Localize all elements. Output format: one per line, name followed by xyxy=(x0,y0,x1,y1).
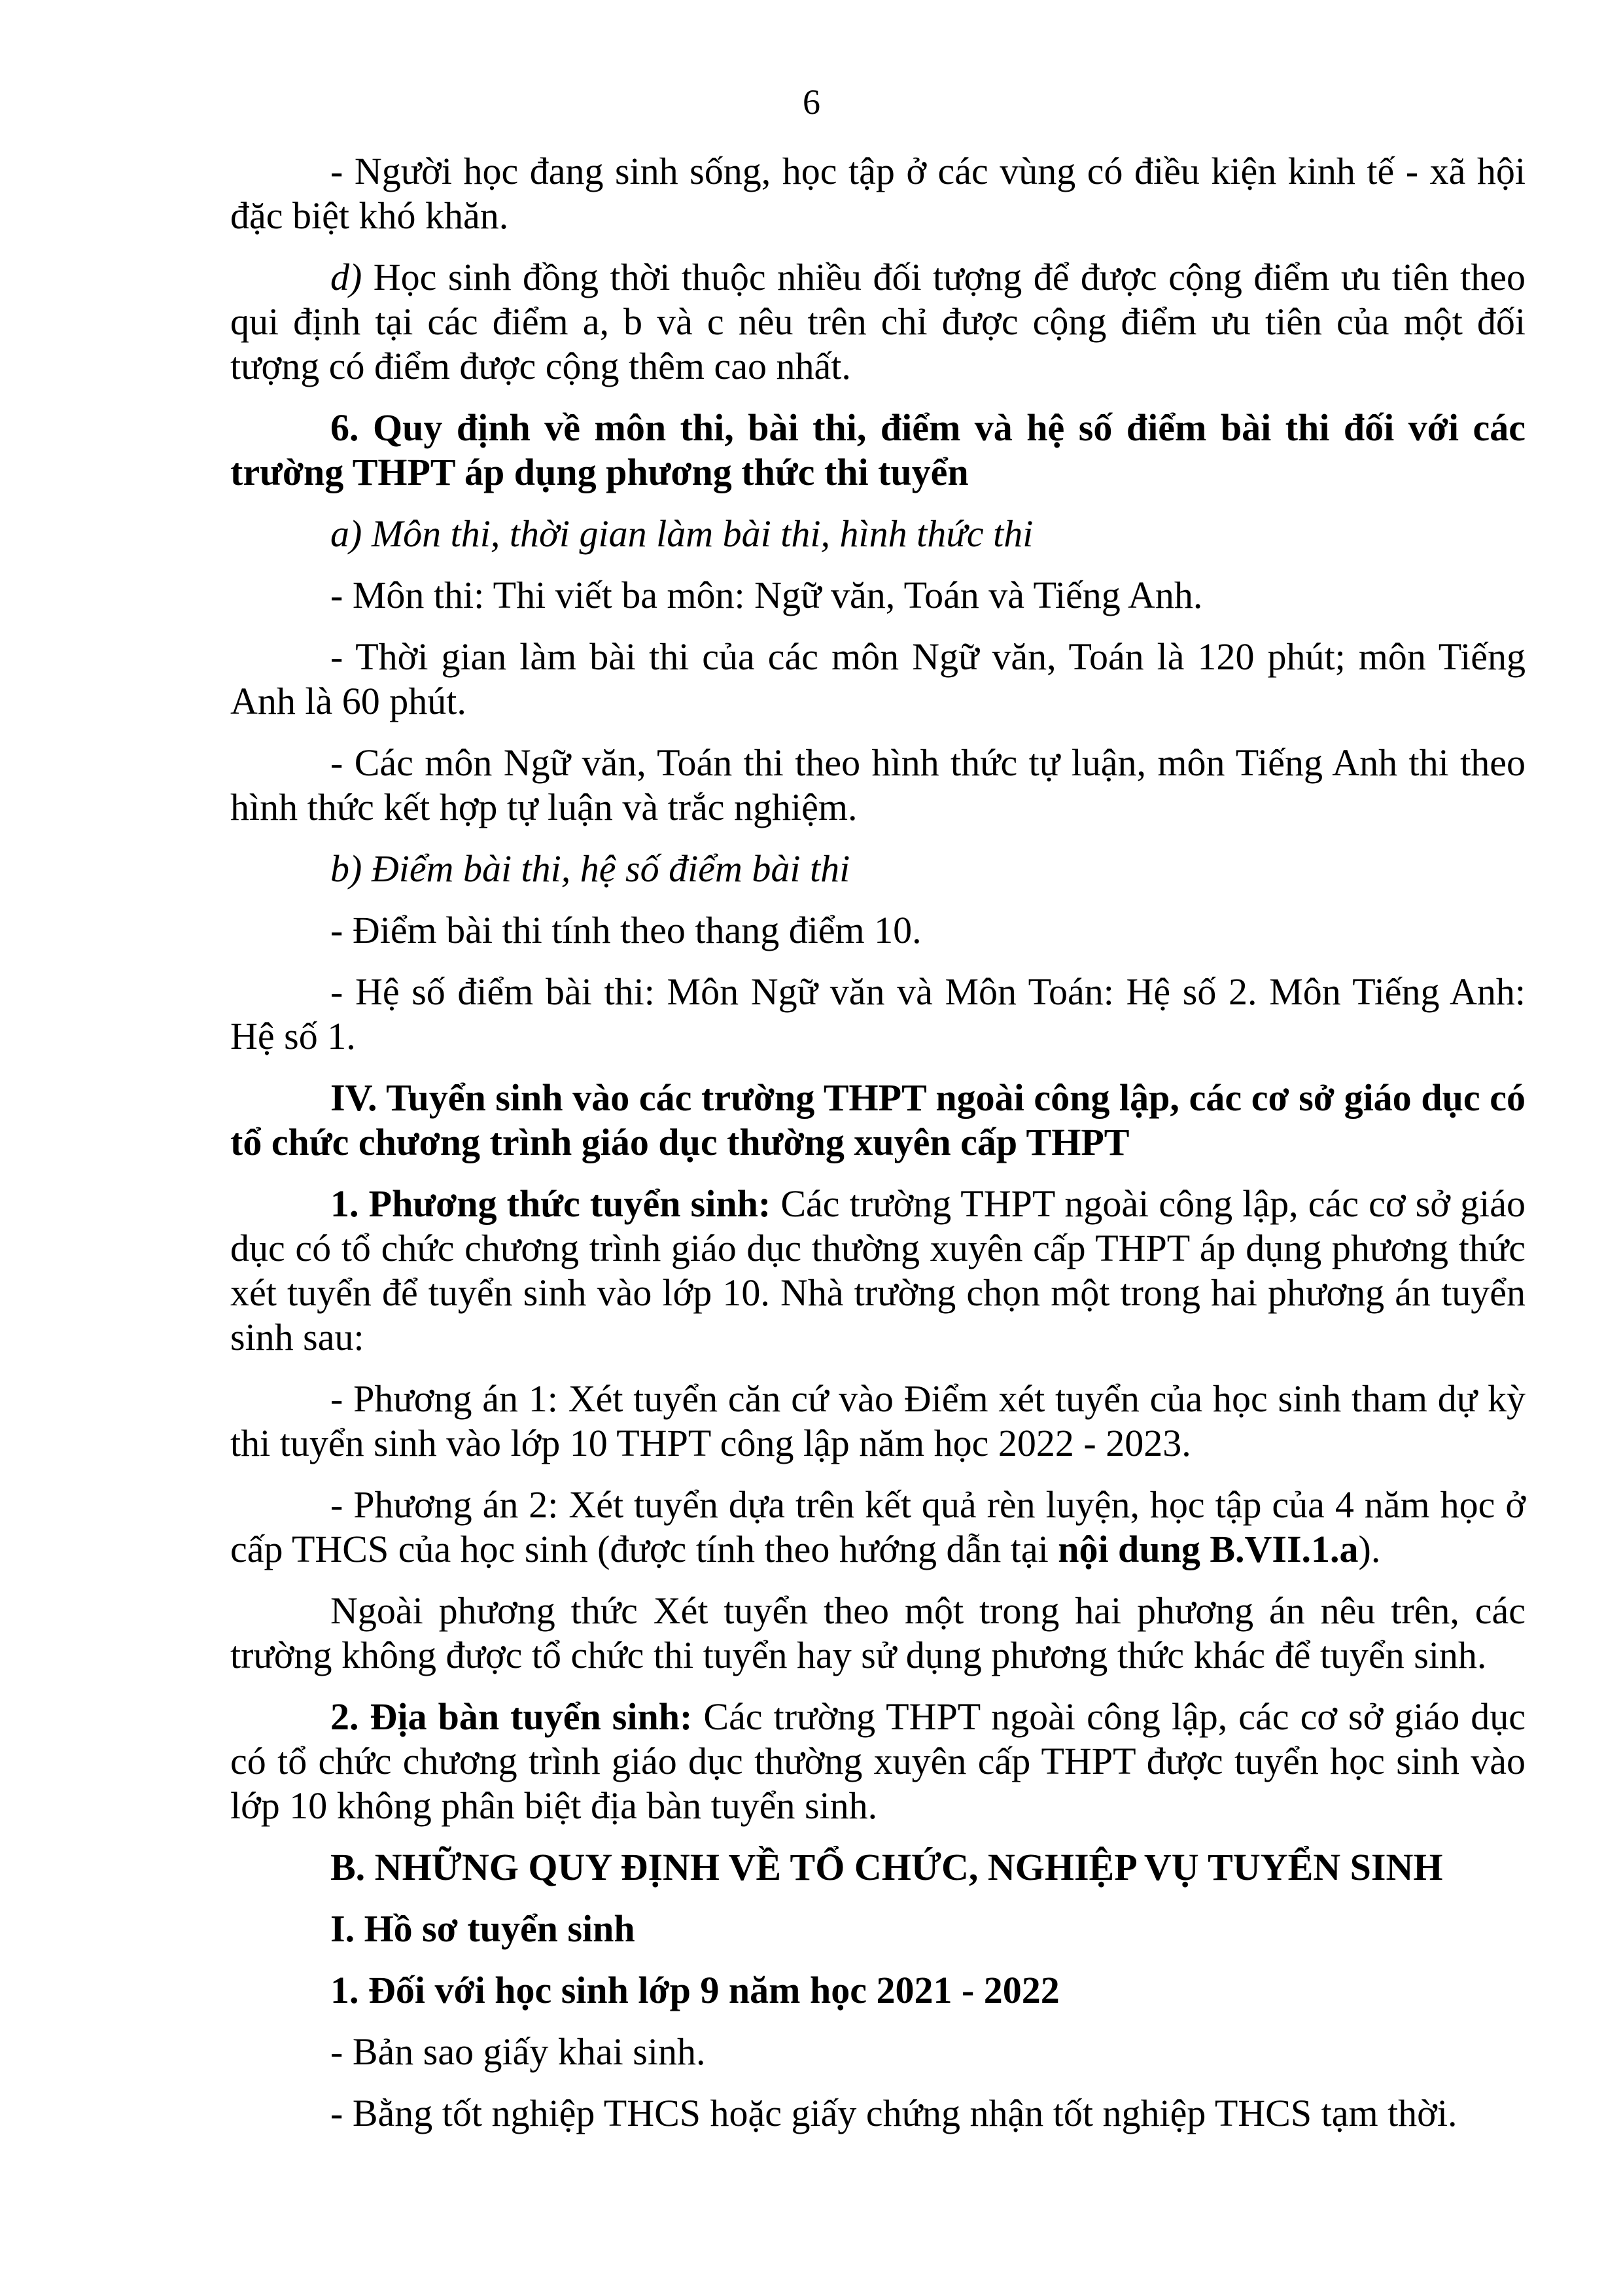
section-heading: 6. Quy định về môn thi, bài thi, điểm và hệ số điểm bài thi đối với các trường THPT áp dụng phương thức thi tuyển xyxy=(230,406,1526,493)
paragraph: - Bản sao giấy khai sinh. xyxy=(330,2030,706,2073)
subsection-heading: 1. Đối với học sinh lớp 9 năm học 2021 - 2022 xyxy=(330,1969,1060,2011)
subsection-heading: b) Điểm bài thi, hệ số điểm bài thi xyxy=(330,847,850,890)
inline-heading: 2. Địa bàn tuyển sinh: xyxy=(330,1695,693,1738)
section-heading: I. Hồ sơ tuyển sinh xyxy=(330,1907,635,1950)
paragraph: - Các môn Ngữ văn, Toán thi theo hình thức tự luận, môn Tiếng Anh thi theo hình thức kết hợp tự luận và trắc nghiệm. xyxy=(230,741,1526,828)
reference-text: nội dung B.VII.1.a xyxy=(1058,1528,1359,1570)
paragraph xyxy=(230,255,1526,389)
paragraph: - Điểm bài thi tính theo thang điểm 10. xyxy=(330,909,922,951)
section-heading: B. NHỮNG QUY ĐỊNH VỀ TỔ CHỨC, NGHIỆP VỤ TUYỂN SINH xyxy=(330,1846,1443,1888)
paragraph: Ngoài phương thức Xét tuyển theo một trong hai phương án nêu trên, các trường không được tổ chức thi tuyển hay sử dụng phương thức khác để tuyển sinh. xyxy=(230,1589,1526,1676)
paragraph xyxy=(230,1483,1526,1572)
paragraph-text: Các trường THPT ngoài công lập, các cơ sở giáo dục có tổ chức chương trình giáo dục thường xuyên cấp THPT được tuyển học sinh vào lớp 10 không phân biệt địa bàn tuyển sinh. xyxy=(230,1695,1526,1827)
paragraph: - Người học đang sinh sống, học tập ở các vùng có điều kiện kinh tế - xã hội đặc biệt khó khăn. xyxy=(230,150,1526,237)
section-heading: IV. Tuyển sinh vào các trường THPT ngoài công lập, các cơ sở giáo dục có tổ chức chương trình giáo dục thường xuyên cấp THPT xyxy=(230,1076,1526,1163)
paragraph xyxy=(230,1182,1526,1360)
document-body xyxy=(230,149,1526,2153)
paragraph: - Phương án 1: Xét tuyển căn cứ vào Điểm xét tuyển của học sinh tham dự kỳ thi tuyển sinh vào lớp 10 THPT công lập năm học 2022 - 2023. xyxy=(230,1377,1526,1464)
paragraph-text: - Phương án 2: Xét tuyển dựa trên kết quả rèn luyện, học tập của 4 năm học ở cấp THCS của học sinh (được tính theo hướng dẫn tại xyxy=(230,1483,1526,1570)
paragraph-text: ). xyxy=(1358,1528,1381,1570)
paragraph-text: Các trường THPT ngoài công lập, các cơ sở giáo dục có tổ chức chương trình giáo dục thường xuyên cấp THPT áp dụng phương thức xét tuyển để tuyển sinh vào lớp 10. Nhà trường chọn một trong hai phương án tuyển sinh sau: xyxy=(230,1182,1526,1358)
paragraph: - Bằng tốt nghiệp THCS hoặc giấy chứng nhận tốt nghiệp THCS tạm thời. xyxy=(330,2092,1457,2134)
paragraph-text: Học sinh đồng thời thuộc nhiều đối tượng để được cộng điểm ưu tiên theo qui định tại các điểm a, b và c nêu trên chỉ được cộng điểm ưu tiên của một đối tượng có điểm được cộng thêm cao nhất. xyxy=(230,256,1526,387)
paragraph: - Hệ số điểm bài thi: Môn Ngữ văn và Môn Toán: Hệ số 2. Môn Tiếng Anh: Hệ số 1. xyxy=(230,970,1526,1057)
inline-heading: 1. Phương thức tuyển sinh: xyxy=(330,1182,771,1225)
page-number: 6 xyxy=(803,82,820,122)
item-label: d) xyxy=(330,256,362,298)
subsection-heading: a) Môn thi, thời gian làm bài thi, hình thức thi xyxy=(330,512,1034,555)
paragraph: - Thời gian làm bài thi của các môn Ngữ văn, Toán là 120 phút; môn Tiếng Anh là 60 phút. xyxy=(230,635,1526,722)
paragraph xyxy=(230,1695,1526,1828)
paragraph: - Môn thi: Thi viết ba môn: Ngữ văn, Toán và Tiếng Anh. xyxy=(330,574,1203,616)
